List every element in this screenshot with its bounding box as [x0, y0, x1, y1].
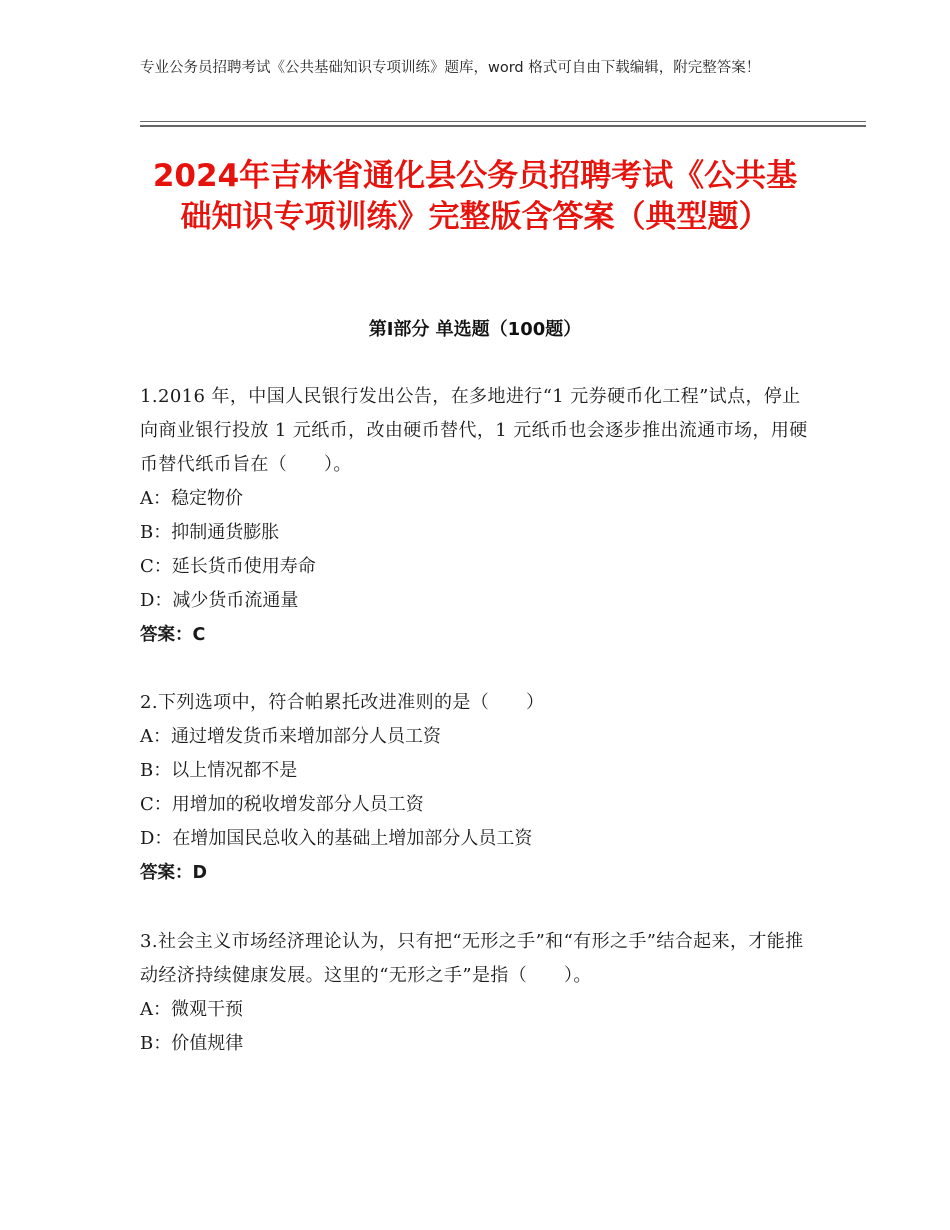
option-a: A：稳定物价 — [140, 488, 243, 509]
question-stem: 3.社会主义市场经济理论认为，只有把“无形之手”和“有形之手”结合起来，才能推动经济持续健康发展。这里的“无形之手”是指（ ）。 — [140, 931, 804, 986]
answer-line: 答案：C — [140, 625, 206, 645]
option-b: B：以上情况都不是 — [140, 760, 298, 781]
option-a: A：微观干预 — [140, 999, 243, 1020]
option-c: C：用增加的税收增发部分人员工资 — [140, 794, 424, 815]
question-2 — [140, 686, 810, 890]
header-note: 专业公务员招聘考试《公共基础知识专项训练》题库，word 格式可自由下载编辑，附完整答案！ — [140, 60, 761, 76]
header-divider-thick — [140, 125, 866, 127]
header-divider-thin — [140, 121, 866, 122]
option-d: D：减少货币流通量 — [140, 590, 299, 611]
option-a: A：通过增发货币来增加部分人员工资 — [140, 726, 441, 747]
question-3 — [140, 925, 810, 1061]
question-stem: 1.2016 年，中国人民银行发出公告，在多地进行“1 元券硬币化工程”试点，停止向商业银行投放 1 元纸币，改由硬币替代，1 元纸币也会逐步推出流通市场，用硬币替代纸币旨在（ ）。 — [140, 386, 808, 475]
question-1 — [140, 380, 810, 652]
option-b: B：价值规律 — [140, 1033, 244, 1054]
question-stem: 2.下列选项中，符合帕累托改进准则的是（ ） — [140, 692, 545, 713]
answer-line: 答案：D — [140, 863, 208, 883]
option-d: D：在增加国民总收入的基础上增加部分人员工资 — [140, 828, 533, 849]
option-b: B：抑制通货膨胀 — [140, 522, 280, 543]
document-title: 2024年吉林省通化县公务员招聘考试《公共基础知识专项训练》完整版含答案（典型题） — [152, 158, 798, 235]
section-heading: 第Ⅰ部分 单选题（100题） — [368, 319, 582, 340]
option-c: C：延长货币使用寿命 — [140, 556, 316, 577]
